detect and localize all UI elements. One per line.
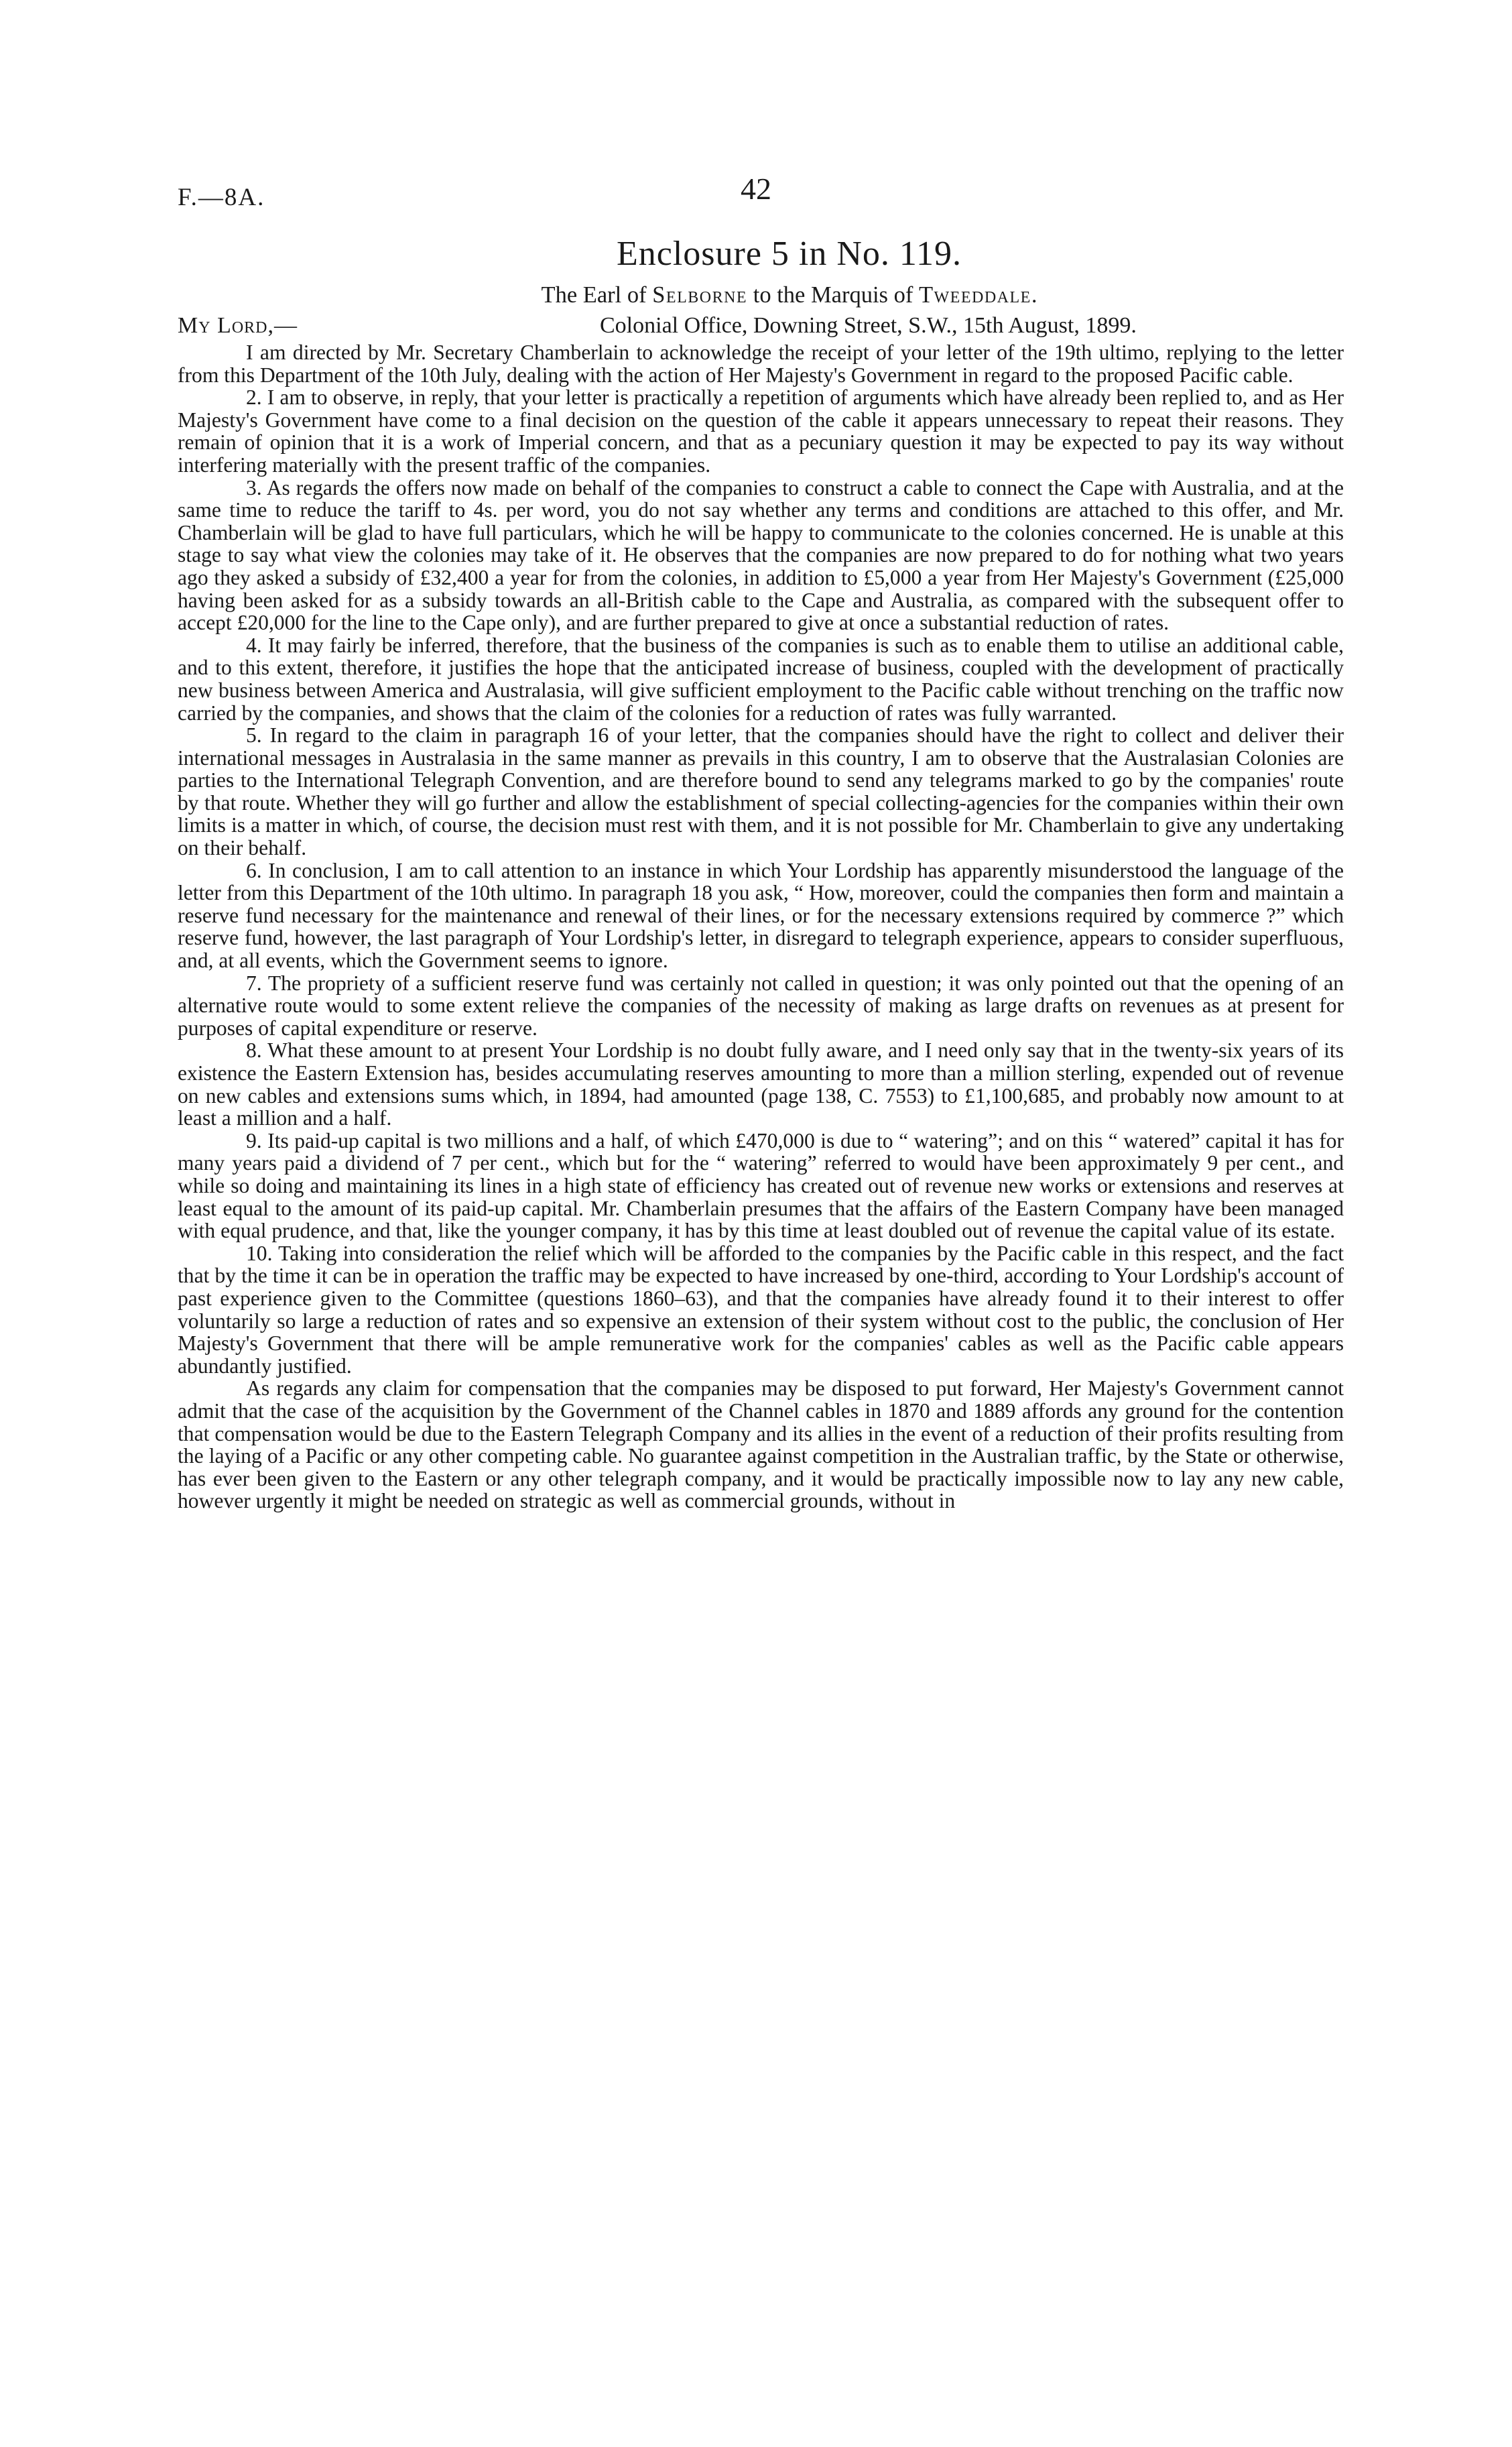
paragraph-4: 4. It may fairly be inferred, therefore, that the business of the companies is such as to enable them to utilise an additional cable, and to this extent, therefore, it justifies the hope that the anticipated increase of business, coupled with the development of practically new business between America and Australasia, will give sufficient employment to the Pacific cable without trenching on the traffic now carried by the companies, and shows that the claim of the colonies for a reduction of rates was fully warranted. <box>178 633 1344 725</box>
letter-heading <box>235 280 1344 310</box>
paragraph-3: 3. As regards the offers now made on behalf of the companies to construct a cable to connect the Cape with Australia, and at the same time to reduce the tariff to 4s. per word, you do not say whether any terms and conditions are attached to this offer, and Mr. Chamberlain will be glad to have full particulars, which he will be happy to communicate to the colonies concerned. He is unable at this stage to say what view the colonies may take of it. He observes that the companies are now prepared to do for nothing what two years ago they asked a subsidy of £32,400 a year for from the colonies, in addition to £5,000 a year from Her Majesty's Government (£25,000 having been asked for as a subsidy towards an all-British cable to the Cape and Australia, as compared with the subsequent offer to accept £20,000 for the line to the Cape only), and are further prepared to give at once a substantial reduction of rates. <box>178 475 1344 635</box>
paragraph-7: 7. The propriety of a sufficient reserve fund was certainly not called in question; it was only pointed out that the opening of an alternative route would to some extent relieve the companies of the necessity of making as large drafts on revenues as at present for purposes of capital expenditure or reserve. <box>178 971 1344 1040</box>
page-number: 42 <box>741 172 771 206</box>
salutation: My Lord,— <box>178 313 298 338</box>
dateline: Colonial Office, Downing Street, S.W., 15th August, 1899. <box>600 313 1137 338</box>
paragraph-6: 6. In conclusion, I am to call attention to an instance in which Your Lordship has apparently misunderstood the language of the letter from this Department of the 10th ultimo. In paragraph 18 you ask, “ How, moreover, could the companies then form and maintain a reserve fund necessary for the maintenance and renewal of their lines, or for the necessary extensions required by commerce ?” which reserve fund, however, the last paragraph of Your Lordship's letter, in disregard to telegraph experience, appears to consider superfluous, and, at all events, which the Government seems to ignore. <box>178 858 1344 973</box>
letter-body <box>178 341 1344 1512</box>
paragraph-1: I am directed by Mr. Secretary Chamberlain to acknowledge the receipt of your letter of the 19th ultimo, replying to the letter from this Department of the 10th July, dealing with the action of Her Majesty's Government in regard to the proposed Pacific cable. <box>178 341 1344 387</box>
paragraph-10: 10. Taking into consideration the relief which will be afforded to the companies by the Pacific cable in this respect, and the fact that by the time it can be in operation the traffic may be expected to have increased by one-third, according to Your Lordship's account of past experience given to the Committee (questions 1860–63), and that the companies have already found it to their interest to offer voluntarily so large a reduction of rates and so expensive an extension of their system without cost to the public, the conclusion of Her Majesty's Government that there will be ample remunerative work for the companies' cables as well as the Pacific cable appears abundantly justified. <box>178 1241 1344 1378</box>
enclosure-title: Enclosure 5 in No. 119. <box>617 235 962 273</box>
document-page <box>178 171 1344 1512</box>
heading-middle: to the Marquis of <box>747 282 919 308</box>
recipient-name: Tweeddale <box>918 282 1031 308</box>
page-header <box>178 171 1344 218</box>
heading-prefix: The Earl of <box>541 282 653 308</box>
sender-name: Selborne <box>652 282 748 308</box>
paragraph-2: 2. I am to observe, in reply, that your letter is practically a repetition of arguments which have already been replied to, and as Her Majesty's Government have come to a final decision on the question of the cable it appears unnecessary to repeat their reasons. They remain of opinion that it is a work of Imperial concern, and that as a pecuniary question it may be expected to pay its way without interfering materially with the present traffic of the companies. <box>178 385 1344 477</box>
document-reference: F.—8A. <box>178 184 265 211</box>
paragraph-compensation: As regards any claim for compensation that the companies may be disposed to put forward, Her Majesty's Government cannot admit that the case of the acquisition by the Government of the Channel cables in 1870 and 1889 affords any ground for the contention that compensation would be due to the Eastern Telegraph Company and its allies in the event of a reduction of their profits resulting from the laying of a Pacific or any other competing cable. No guarantee against competition in the Australian traffic, by the State or otherwise, has ever been given to the Eastern or any other telegraph company, and it would be practically impossible now to lay any new cable, however urgently it might be needed on strategic as well as commercial grounds, without in <box>178 1376 1344 1513</box>
paragraph-8: 8. What these amount to at present Your Lordship is no doubt fully aware, and I need only say that in the twenty-six years of its existence the Eastern Extension has, besides accumulating reserves amounting to more than a million sterling, expended out of revenue on new cables and extensions sums which, in 1894, had amounted (page 138, C. 7553) to £1,100,685, and probably now amount to at least a million and a half. <box>178 1038 1344 1130</box>
paragraph-5: 5. In regard to the claim in paragraph 16 of your letter, that the companies should have the right to collect and deliver their international messages in Australasia in the same manner as prevails in this country, I am to observe that the Australasian Colonies are parties to the International Telegraph Convention, and are therefore bound to send any telegrams marked to go by the companies' route by that route. Whether they will go further and allow the establishment of special collecting-agencies for the companies within their own limits is a matter in which, of course, the decision must rest with them, and it is not possible for Mr. Chamberlain to give any undertaking on their behalf. <box>178 723 1344 860</box>
heading-suffix: . <box>1031 282 1037 308</box>
paragraph-9: 9. Its paid-up capital is two millions and a half, of which £470,000 is due to “ watering”; and on this “ watered” capital it has for many years paid a dividend of 7 per cent., which but for the “ watering” referred to would have been approximately 9 per cent., and while so doing and maintaining its lines in a high state of efficiency has created out of revenue new works or extensions and reserves at least equal to the amount of its paid-up capital. Mr. Chamberlain presumes that the affairs of the Eastern Company have been managed with equal prudence, and that, like the younger company, it has by this time at least doubled out of revenue the capital value of its estate. <box>178 1128 1344 1243</box>
salutation-row <box>178 313 1344 341</box>
